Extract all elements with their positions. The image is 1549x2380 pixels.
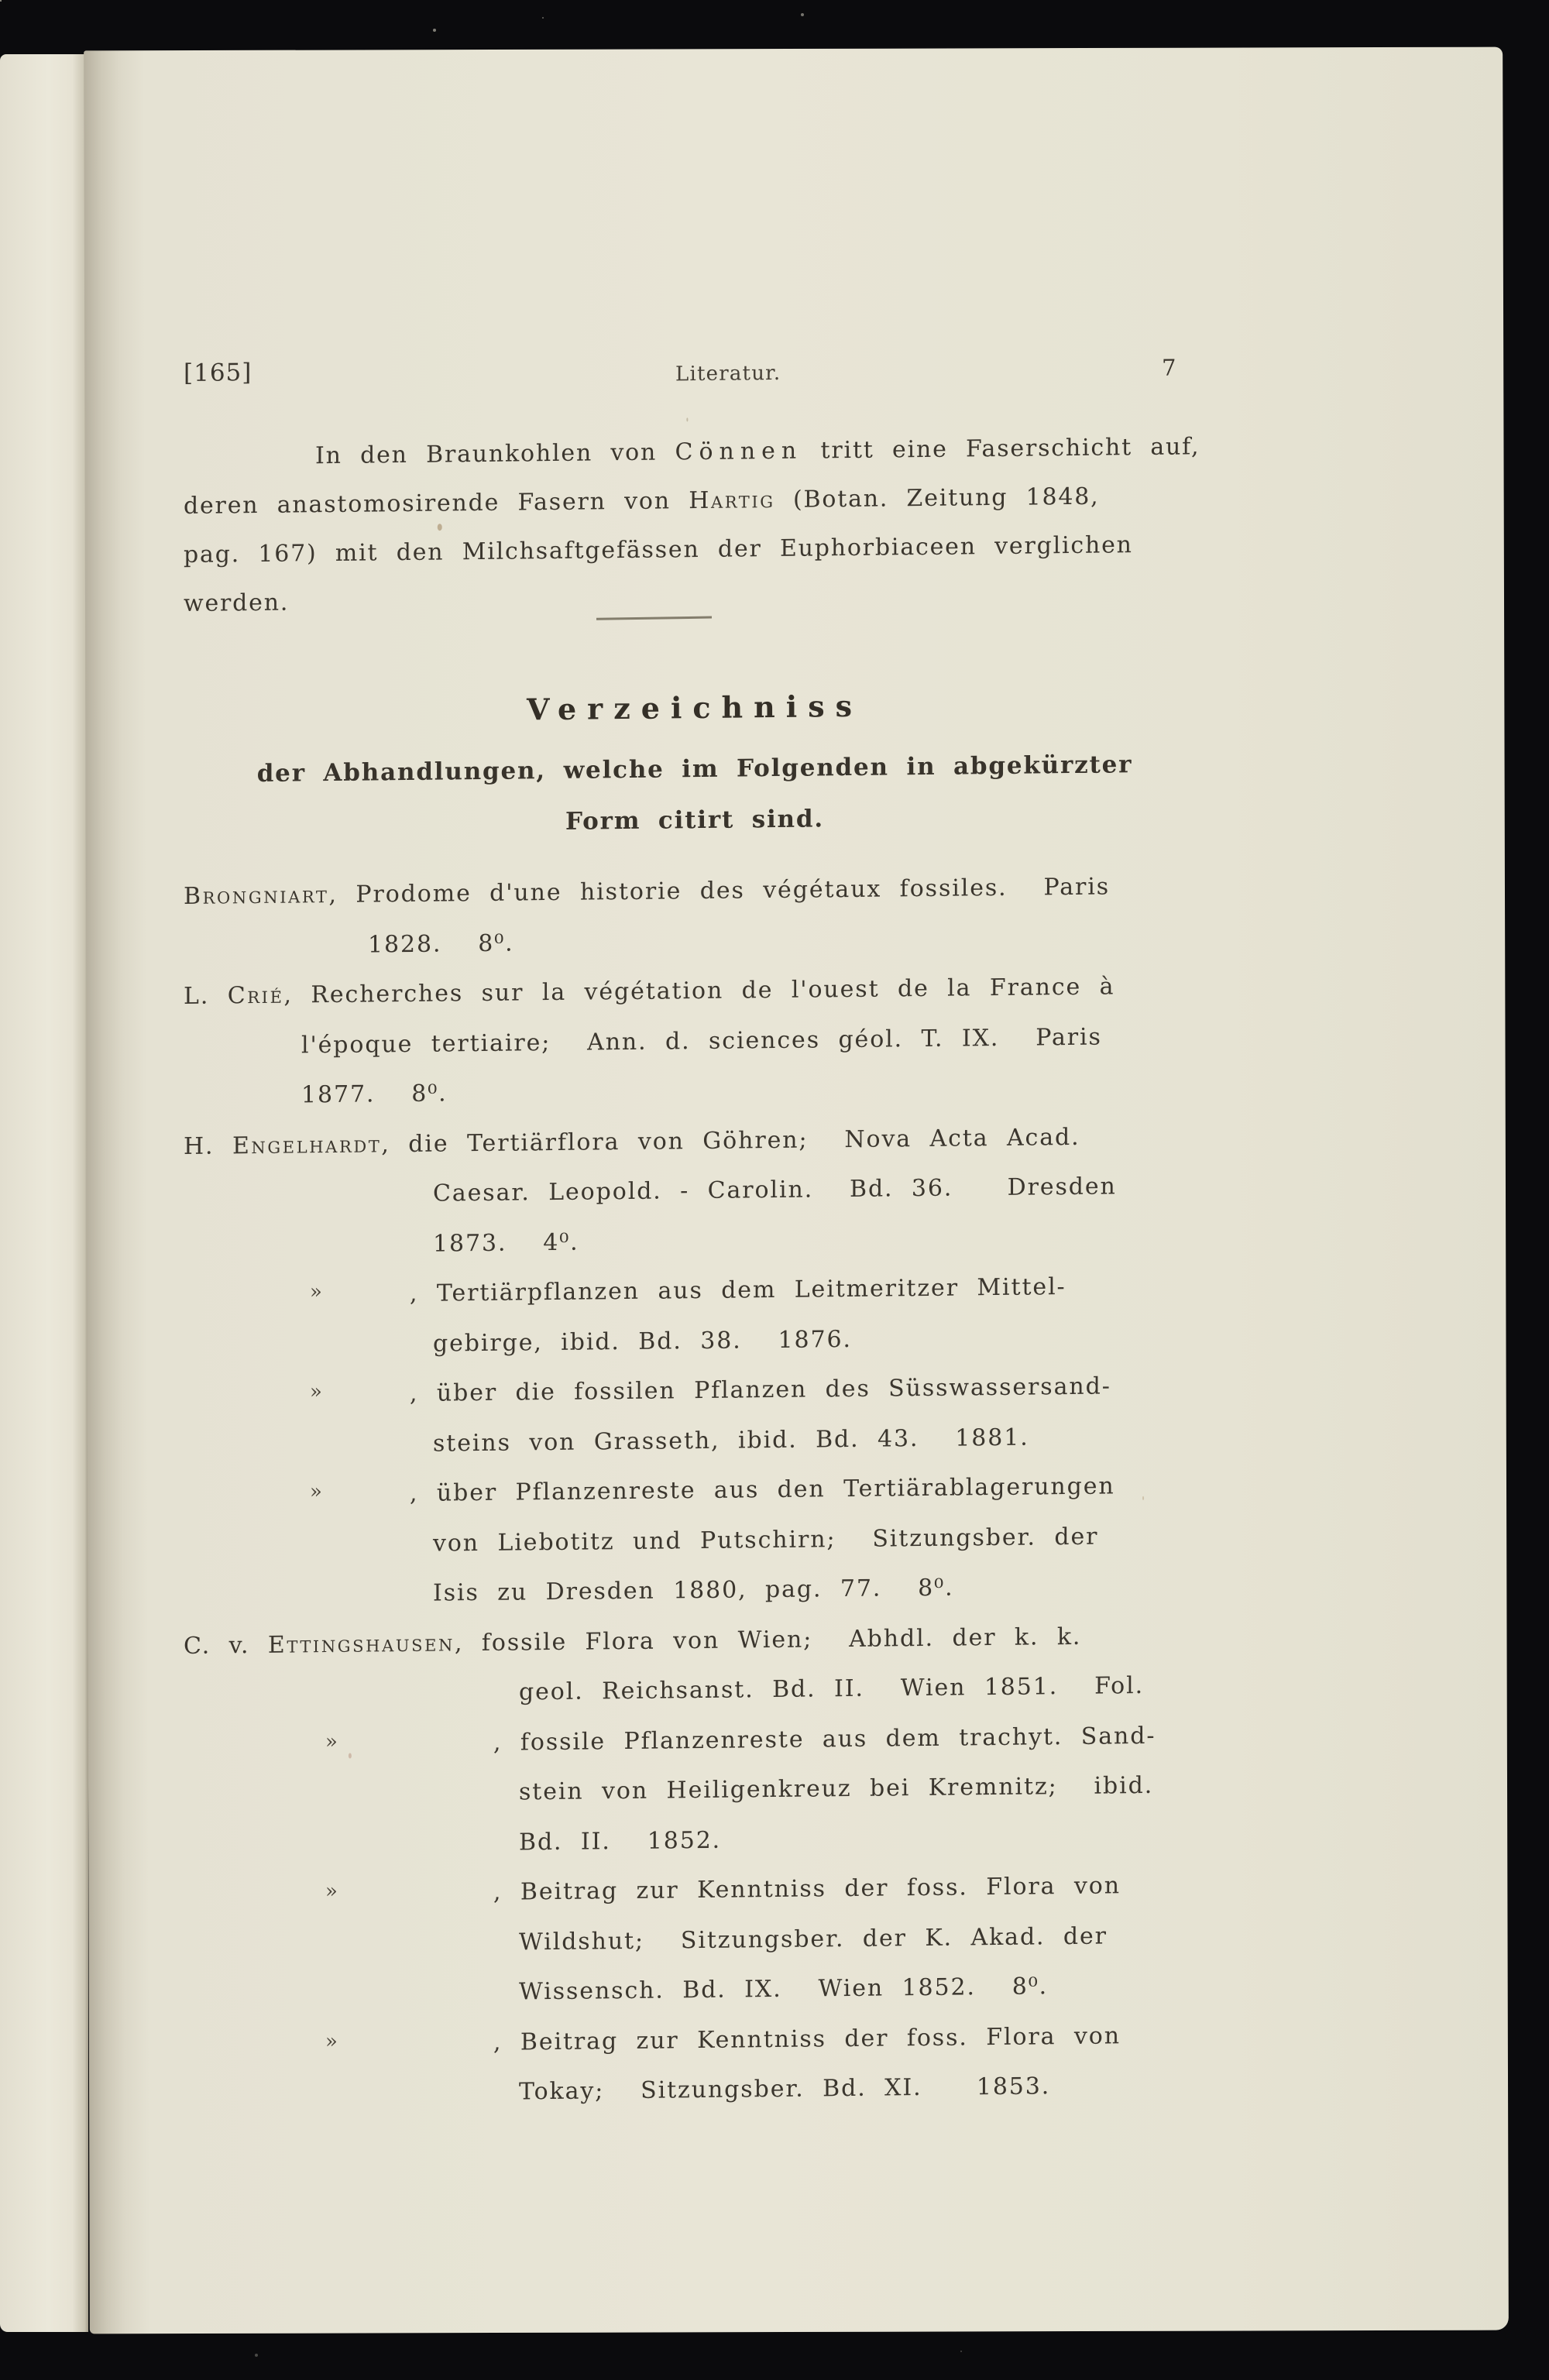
text-segment: , Prodome d'une historie des végétaux fossiles. Paris (328, 873, 1111, 909)
text-segment: gebirge, ibid. Bd. 38. 1876. (433, 1325, 852, 1358)
text-segment: , über Pflanzenreste aus den Tertiärablagerungen (410, 1472, 1115, 1507)
author-name: Ettingshausen (267, 1629, 455, 1659)
text-segment: , die Tertiärflora von Göhren; Nova Acta Acad. (381, 1123, 1080, 1158)
text-segment: Cönnen (675, 437, 803, 466)
text-segment: H. (184, 1132, 232, 1160)
text-segment: (Botan. Zeitung 1848, (774, 483, 1100, 514)
author-name: Brongniart (184, 881, 329, 910)
text-line (184, 2060, 1221, 2121)
text-segment: L. (184, 982, 228, 1010)
page-number: 7 (1162, 354, 1176, 381)
text-segment: Bd. II. 1852. (519, 1826, 722, 1856)
text-segment: l'époque tertiaire; Ann. d. sciences géol. T. IX. Paris (301, 1023, 1102, 1059)
text-segment: werden. (184, 589, 290, 617)
text-segment: In den Braunkohlen von (315, 438, 675, 470)
ditto-mark: » (325, 1729, 339, 1753)
text-segment: , Tertiärpflanzen aus dem Leitmeritzer Mittel- (410, 1273, 1066, 1307)
text-segment: tritt eine Faserschicht auf, (802, 433, 1200, 465)
text-segment: , Beitrag zur Kenntniss der foss. Flora von (493, 2021, 1121, 2056)
author-name: Hartig (689, 486, 775, 515)
bibliography-list (184, 861, 1221, 2121)
intro-paragraph (184, 422, 1214, 628)
text-segment: 1877. 8⁰. (301, 1080, 448, 1109)
ditto-mark: » (310, 1380, 324, 1404)
ditto-mark: » (325, 1879, 339, 1904)
ditto-mark: » (310, 1480, 324, 1504)
text-segment: von Liebotitz und Putschirn; Sitzungsber. der (433, 1523, 1099, 1557)
text-segment: steins von Grasseth, ibid. Bd. 43. 1881. (433, 1424, 1029, 1458)
text-segment: , Beitrag zur Kenntniss der foss. Flora von (493, 1872, 1121, 1906)
text-segment: 1873. 4⁰. (433, 1228, 579, 1258)
section-subtitle-line2: Form citirt sind. (565, 805, 824, 836)
text-line (184, 568, 1214, 628)
text-segment: 1828. 8⁰. (368, 929, 514, 959)
text-segment: geol. Reichsanst. Bd. II. Wien 1851. Fol. (519, 1672, 1145, 1706)
ditto-mark: » (310, 1280, 324, 1304)
text-segment: C. v. (184, 1631, 268, 1660)
text-segment: Isis zu Dresden 1880, pag. 77. 8⁰. (433, 1574, 954, 1607)
section-subtitle-line1: der Abhandlungen, welche im Folgenden in abgekürzter (256, 750, 1133, 788)
text-segment: , über die fossilen Pflanzen des Süsswassersand- (410, 1372, 1111, 1407)
text-segment: pag. 167) mit den Milchsaftgefässen der Euphorbiaceen verglichen (184, 531, 1133, 568)
text-segment: Tokay; Sitzungsber. Bd. XI. 1853. (519, 2073, 1051, 2106)
text-segment: Caesar. Leopold. - Carolin. Bd. 36. Dresden (433, 1173, 1117, 1207)
text-segment: deren anastomosirende Fasern von (184, 487, 689, 520)
text-segment: , fossile Pflanzenreste aus dem trachyt. Sand- (493, 1722, 1156, 1757)
ditto-mark: » (325, 2029, 339, 2053)
author-name: Crié (227, 981, 284, 1010)
text-segment: Wildshut; Sitzungsber. der K. Akad. der (519, 1922, 1108, 1956)
running-title: Literatur. (675, 361, 781, 386)
section-title: Verzeichniss (527, 688, 863, 727)
text-segment: Wissensch. Bd. IX. Wien 1852. 8⁰. (519, 1973, 1049, 2006)
text-segment: , Recherches sur la végétation de l'ouest de la France à (283, 973, 1115, 1009)
author-name: Engelhardt (232, 1130, 382, 1159)
text-segment: stein von Heiligenkreuz bei Kremnitz; ibid. (519, 1771, 1154, 1806)
signature-mark: [165] (184, 359, 252, 387)
text-segment: , fossile Flora von Wien; Abhdl. der k. k. (455, 1623, 1082, 1657)
